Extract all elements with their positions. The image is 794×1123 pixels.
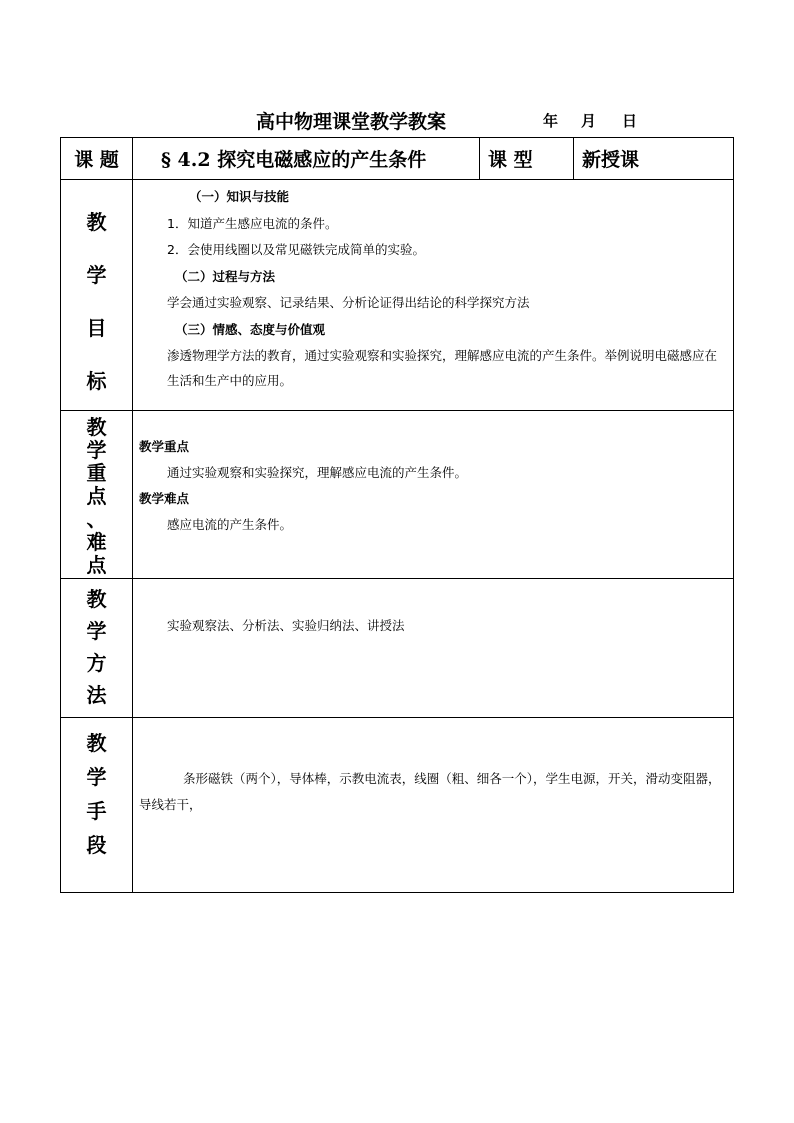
label-char: 教 (86, 415, 107, 439)
lesson-plan-table (60, 137, 734, 893)
objective-item: 1．知道产生感应电流的条件。 (167, 215, 338, 231)
label-char: 点 (86, 484, 107, 508)
difficulty-title: 教学难点 (139, 491, 190, 506)
label-char: 学 (86, 263, 107, 287)
label-char: 目 (86, 316, 107, 340)
objectives-row (61, 180, 734, 411)
keypoints-label (61, 411, 133, 579)
objective-item: 渗透物理学方法的教育，通过实验观察和实验探究，理解感应电流的产生条件。举例说明电磁感应在生活和生产中的应用。 (167, 348, 718, 388)
methods-label (61, 579, 133, 718)
label-char: 教 (86, 587, 107, 611)
label-char: 难 (86, 530, 107, 554)
means-text: 条形磁铁（两个），导体棒，示教电流表，线圈（粗、细各一个），学生电源，开关，滑动变阻器，导线若干， (139, 771, 721, 812)
keypoints-row (61, 411, 734, 579)
objective-item: 2．会使用线圈以及常见磁铁完成简单的实验。 (167, 242, 425, 257)
keypoints-content (133, 411, 734, 579)
topic-label: 课 题 (61, 138, 133, 180)
difficulty-text: 感应电流的产生条件。 (167, 517, 293, 532)
methods-row (61, 579, 734, 718)
topic-row (61, 138, 734, 180)
label-char: 教 (86, 731, 107, 755)
label-char: 法 (86, 683, 107, 707)
date-month: 月 (581, 112, 597, 130)
type-label: 课 型 (480, 138, 574, 180)
methods-text: 实验观察法、分析法、实验归纳法、讲授法 (167, 618, 405, 633)
label-char: 、 (86, 507, 107, 531)
label-char: 学 (86, 438, 107, 462)
label-char: 学 (86, 619, 107, 643)
means-label (61, 718, 133, 893)
means-row (61, 718, 734, 893)
label-char: 手 (86, 799, 107, 823)
objectives-label (61, 180, 133, 411)
page-title: 高中物理课堂教学教案 (256, 111, 447, 133)
key-point-text: 通过实验观察和实验探究，理解感应电流的产生条件。 (167, 465, 468, 480)
type-value: 新授课 (574, 138, 734, 180)
label-char: 重 (86, 461, 107, 485)
header (0, 107, 794, 133)
objectives-content (133, 180, 734, 411)
label-char: 点 (86, 553, 107, 577)
methods-content (133, 579, 734, 718)
date-year: 年 (543, 112, 559, 130)
topic-value: § 4.2 探究电磁感应的产生条件 (133, 138, 480, 180)
label-char: 方 (86, 651, 107, 675)
date-day: 日 (622, 112, 638, 130)
objective-heading: （二）过程与方法 (175, 268, 276, 284)
label-char: 标 (86, 369, 107, 393)
key-point-title: 教学重点 (139, 439, 190, 454)
label-char: 教 (86, 210, 107, 234)
means-content (133, 718, 734, 893)
label-char: 学 (86, 765, 107, 789)
label-char: 段 (86, 833, 107, 857)
objective-heading: （三）情感、态度与价值观 (175, 321, 326, 337)
objective-heading: （一）知识与技能 (189, 189, 290, 204)
objective-item: 学会通过实验观察、记录结果、分析论证得出结论的科学探究方法 (167, 295, 530, 310)
